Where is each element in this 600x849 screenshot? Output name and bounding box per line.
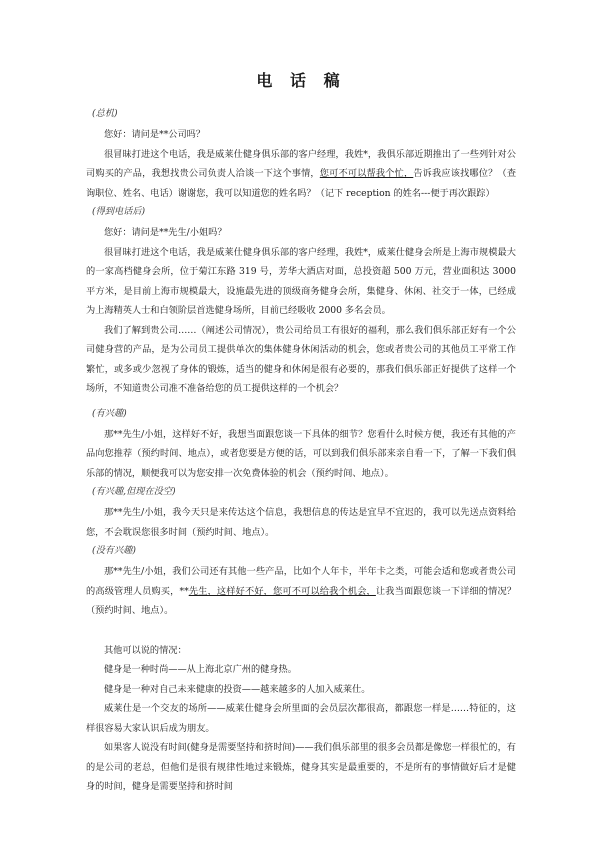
greeting-contact: 您好：请问是**先生/小姐吗？ — [104, 227, 227, 238]
paragraph-interested: 那**先生/小姐，这样好不好，我想当面跟您谈一下具体的细节？您看什么时候方便，我还有其他的产品向您推荐（预约时间、地点），或者您要是方便的话，可以到我们俱乐部来亲自看一下，了解一下我们俱乐部的情况，顺便我可以为您安排一次免费体验的机会（预约时间、地点）。 — [86, 428, 516, 479]
greeting-switchboard: 您好：请问是**公司吗？ — [104, 129, 206, 140]
text-run: 告诉我应该找哪位？（查询职位、姓名、电话）谢谢您，我可以知道您的姓名吗？（记下 reception 的姓名---便于再次跟踪） — [86, 168, 517, 199]
other-point-investment: 健身是一种对自己未来健康的投资——越来越多的人加入威莱仕。 — [104, 683, 371, 695]
stage-note-not-interested: (没有兴趣) — [92, 545, 136, 556]
underlined-phrase: 您可不可以帮我个忙， — [319, 168, 414, 179]
paragraph-interested-busy: 那**先生/小姐，我今天只是来传达这个信息，我想信息的传达是宜早不宜迟的，我可以先送点资料给您，不会耽误您很多时间（预约时间、地点）。 — [86, 507, 516, 538]
paragraph-switchboard — [86, 145, 516, 204]
other-point-fashion: 健身是一种时尚——从上海北京广州的健身热。 — [104, 664, 297, 675]
text-run: 那**先生/小姐，我们公司还有其他一些产品，比如个人年卡，半年卡之类，可能会适和您或者贵公司的高级管理人员购买，** — [86, 566, 516, 597]
stage-note-switchboard: (总机) — [92, 108, 118, 119]
other-points-intro: 其他可以说的情况： — [104, 644, 187, 656]
text-run: 让我当面跟您谈一下详细的情况？（预约时间、地点）。 — [86, 585, 517, 616]
page-title: 电 话 稿 — [256, 71, 346, 90]
paragraph-not-interested — [86, 562, 516, 621]
paragraph-company-offer: 我们了解到贵公司……（阐述公司情况），贵公司给员工有很好的福利，那么我们俱乐部正好有一个公司健身营的产品，是为公司员工提供单次的集体健身休闲活动的机会，您或者贵公司的其他员工平常工作繁忙，或多或少忽视了身体的锻炼，适当的健身和休闲是很有必要的，那我们俱乐部正好提供了这样一个场所，不知道贵公司准不准备给您的员工提供这样的一个机会？ — [86, 324, 516, 394]
spacer — [86, 621, 516, 641]
stage-note-got-phone: (得到电话后) — [92, 206, 146, 217]
other-point-no-time: 如果客人说没有时间(健身是需要坚持和挤时间)——我们俱乐部里的很多会员都是像您一样很忙的，有的是公司的老总，但他们是很有规律性地过来锻炼，健身其实是最重要的，不是所有的事情做好后才是健身的时间，健身是需要坚持和挤时间 — [86, 742, 516, 792]
text-run: 很冒昧打进这个电话，我是威莱仕健身俱乐部的客户经理，我姓*，我俱乐部近期推出了一些列针对公司购买的产品，我想找贵公司负责人洽谈一下这个事情， — [86, 148, 516, 179]
paragraph-club-intro: 很冒昧打进这个电话，我是威莱仕健身俱乐部的客户经理，我姓*，威莱仕健身会所是上海市规模最大的一家高档健身会所，位于菊江东路 319 号，芳华大酒店对面，总投资超 500 万元，营业面积达 3000 平方米，是目前上海市规模最大，设施最先进的顶级商务健身会所，集健身、休闲、社交于一体，已经成为上海精英人士和白领阶层首选健身场所，目前已经吸收 2000 多名会员。 — [86, 246, 516, 316]
underlined-phrase: 先生，这样好不好，您可不可以给我个机会， — [188, 585, 376, 597]
stage-note-interested-busy: (有兴趣,但现在没空) — [92, 486, 176, 497]
stage-note-interested: (有兴趣) — [92, 407, 127, 419]
other-point-social: 威莱仕是一个交友的场所——威莱仕健身会所里面的会员层次都很高，都跟您一样是……特征的，这样很容易大家认识后成为朋友。 — [86, 703, 516, 734]
